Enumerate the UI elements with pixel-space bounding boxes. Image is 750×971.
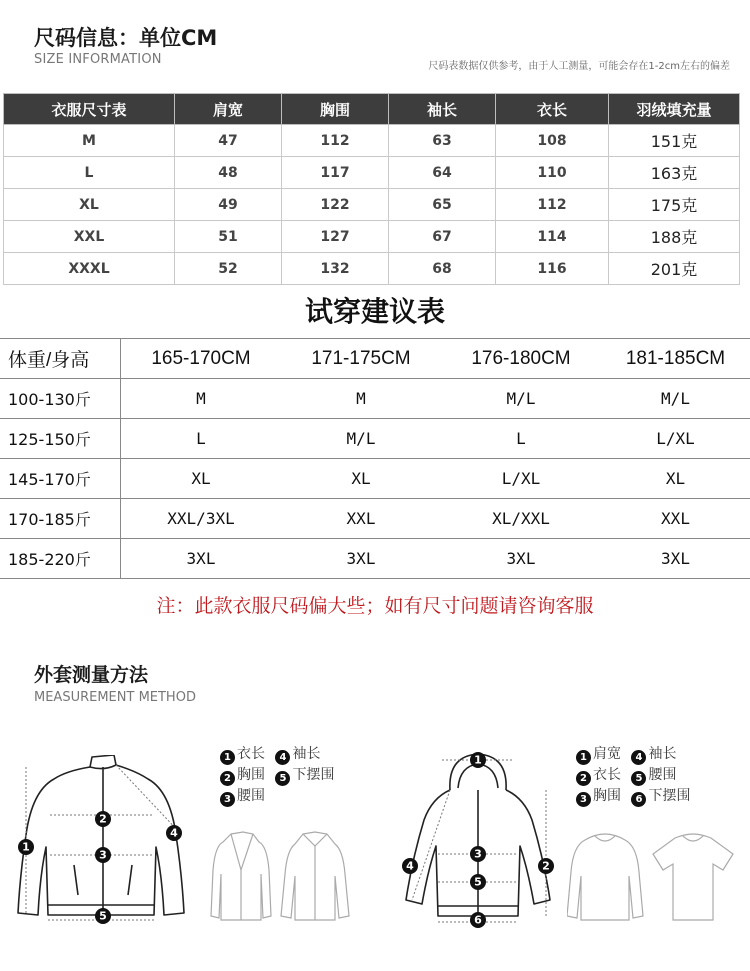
fit-cell: L <box>441 419 601 459</box>
fit-cell: L/XL <box>441 459 601 499</box>
badge-5 <box>95 908 111 924</box>
size-cell: 151克 <box>609 125 740 157</box>
svg-text:3: 3 <box>474 847 482 861</box>
legend-item: 3 腰围 <box>220 786 265 807</box>
size-cell: 112 <box>282 125 389 157</box>
fit-cell: XXL <box>281 499 441 539</box>
size-table <box>3 93 740 285</box>
size-table-row <box>4 221 740 253</box>
svg-text:1: 1 <box>474 753 482 767</box>
fit-table-row <box>0 499 750 539</box>
legend-item: 5 下摆围 <box>275 765 334 786</box>
size-info-subtitle: SIZE INFORMATION <box>34 52 162 67</box>
size-header-cell: 衣长 <box>496 94 609 125</box>
measurement-title: 外套测量方法 <box>34 664 149 686</box>
hoodie-measure-lines <box>412 760 546 922</box>
fit-cell: 170-185斤 <box>0 499 121 539</box>
svg-text:1: 1 <box>22 840 30 854</box>
fit-table-title: 试穿建议表 <box>304 295 445 328</box>
fit-cell: M/L <box>441 379 601 419</box>
fit-table-row <box>0 379 750 419</box>
size-cell: 47 <box>175 125 282 157</box>
size-cell: 63 <box>389 125 496 157</box>
fit-table-row <box>0 459 750 499</box>
fit-cell: XXL/3XL <box>121 499 282 539</box>
badge-6 <box>470 912 486 928</box>
badge-2 <box>538 858 554 874</box>
size-cell: XXXL <box>4 253 175 285</box>
fit-header-cell: 体重/身高 <box>0 339 121 379</box>
fit-cell: 3XL <box>601 539 750 579</box>
suit-and-shirt-sketch <box>207 830 357 925</box>
fit-header-cell: 165-170CM <box>121 339 282 379</box>
fit-table-row <box>0 539 750 579</box>
hoodie-measurement-diagram <box>398 750 563 930</box>
size-cell: M <box>4 125 175 157</box>
size-header-cell: 肩宽 <box>175 94 282 125</box>
badge-2 <box>95 811 111 827</box>
svg-text:2: 2 <box>99 812 107 826</box>
fit-header-cell: 171-175CM <box>281 339 441 379</box>
fit-cell: 125-150斤 <box>0 419 121 459</box>
size-header-cell: 袖长 <box>389 94 496 125</box>
left-legend <box>220 744 370 807</box>
size-cell: 51 <box>175 221 282 253</box>
size-info-title: 尺码信息：单位CM <box>34 26 218 50</box>
size-cell: 68 <box>389 253 496 285</box>
size-cell: 65 <box>389 189 496 221</box>
fit-table-row <box>0 419 750 459</box>
badge-3 <box>95 847 111 863</box>
right-legend <box>576 744 736 807</box>
fit-cell: M/L <box>601 379 750 419</box>
hoodie-outline-icon <box>406 754 550 916</box>
size-cell: 122 <box>282 189 389 221</box>
legend-item: 5 腰围 <box>631 765 676 786</box>
size-cell: 127 <box>282 221 389 253</box>
fit-cell: M <box>121 379 282 419</box>
size-cell: 114 <box>496 221 609 253</box>
size-table-row <box>4 157 740 189</box>
badge-5 <box>470 874 486 890</box>
legend-item: 4 袖长 <box>275 744 320 765</box>
legend-item: 3 胸围 <box>576 786 621 807</box>
fit-cell: 145-170斤 <box>0 459 121 499</box>
fit-cell: XL <box>601 459 750 499</box>
size-cell: XL <box>4 189 175 221</box>
legend-item: 2 胸围 <box>220 765 265 786</box>
legend-item: 2 衣长 <box>576 765 621 786</box>
size-table-header-row <box>4 94 740 125</box>
legend-item: 1 肩宽 <box>576 744 621 765</box>
size-cell: 67 <box>389 221 496 253</box>
svg-text:4: 4 <box>170 826 178 840</box>
size-header-cell: 羽绒填充量 <box>609 94 740 125</box>
size-cell: 64 <box>389 157 496 189</box>
fit-cell: 3XL <box>281 539 441 579</box>
fit-cell: XL <box>121 459 282 499</box>
fit-cell: XL <box>281 459 441 499</box>
fit-note: 注：此款衣服尺码偏大些；如有尺寸问题请咨询客服 <box>156 595 594 617</box>
size-cell: 49 <box>175 189 282 221</box>
size-cell: 132 <box>282 253 389 285</box>
size-cell: XXL <box>4 221 175 253</box>
svg-text:5: 5 <box>99 909 107 923</box>
legend-item: 1 衣长 <box>220 744 265 765</box>
fit-cell: 3XL <box>121 539 282 579</box>
fit-header-cell: 176-180CM <box>441 339 601 379</box>
fit-cell: L <box>121 419 282 459</box>
jacket-measurement-diagram <box>14 755 214 930</box>
fit-cell: M <box>281 379 441 419</box>
shirt-icon <box>281 832 349 920</box>
badge-4 <box>402 858 418 874</box>
legend-item: 6 下摆围 <box>631 786 690 807</box>
size-cell: 188克 <box>609 221 740 253</box>
size-cell: 163克 <box>609 157 740 189</box>
sweater-and-tee-sketch <box>567 832 737 924</box>
fit-table <box>0 338 750 579</box>
size-cell: 117 <box>282 157 389 189</box>
size-table-row <box>4 189 740 221</box>
badge-3 <box>470 846 486 862</box>
size-table-row <box>4 253 740 285</box>
svg-text:2: 2 <box>542 859 550 873</box>
tshirt-icon <box>653 834 733 920</box>
fit-cell: 3XL <box>441 539 601 579</box>
size-cell: 116 <box>496 253 609 285</box>
fit-cell: XXL <box>601 499 750 539</box>
size-cell: 110 <box>496 157 609 189</box>
badge-4 <box>166 825 182 841</box>
suit-icon <box>211 832 271 920</box>
size-cell: L <box>4 157 175 189</box>
fit-cell: L/XL <box>601 419 750 459</box>
svg-text:5: 5 <box>474 875 482 889</box>
size-cell: 175克 <box>609 189 740 221</box>
size-info-note: 尺码表数据仅供参考，由于人工测量，可能会存在1-2cm左右的偏差 <box>428 61 730 72</box>
size-cell: 112 <box>496 189 609 221</box>
svg-text:4: 4 <box>406 859 414 873</box>
fit-cell: 185-220斤 <box>0 539 121 579</box>
size-cell: 48 <box>175 157 282 189</box>
size-header-cell: 胸围 <box>282 94 389 125</box>
fit-cell: M/L <box>281 419 441 459</box>
size-table-row <box>4 125 740 157</box>
size-cell: 108 <box>496 125 609 157</box>
fit-table-header-row <box>0 339 750 379</box>
svg-text:3: 3 <box>99 848 107 862</box>
fit-header-cell: 181-185CM <box>601 339 750 379</box>
sweater-icon <box>567 834 643 920</box>
badge-1 <box>18 839 34 855</box>
jacket-outline-icon <box>18 755 184 915</box>
badge-1 <box>470 752 486 768</box>
size-cell: 201克 <box>609 253 740 285</box>
size-header-cell: 衣服尺寸表 <box>4 94 175 125</box>
svg-text:6: 6 <box>474 913 482 927</box>
measurement-subtitle: MEASUREMENT METHOD <box>34 690 196 705</box>
legend-item: 4 袖长 <box>631 744 676 765</box>
fit-cell: 100-130斤 <box>0 379 121 419</box>
fit-cell: XL/XXL <box>441 499 601 539</box>
size-cell: 52 <box>175 253 282 285</box>
